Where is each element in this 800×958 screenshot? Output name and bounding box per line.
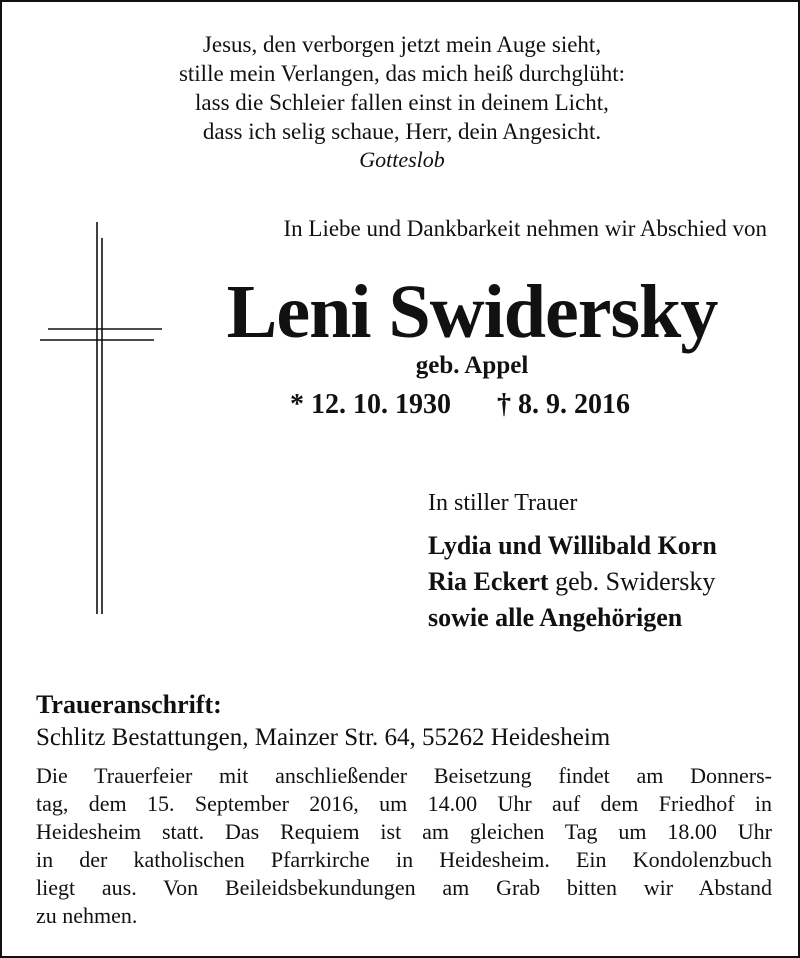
mourner-line <box>428 528 717 564</box>
maiden-name: geb. Appel <box>415 352 529 379</box>
verse-line: lass die Schleier fallen einst in deinem Licht, <box>195 90 609 115</box>
verse-line: dass ich selig schaue, Herr, dein Angesicht. <box>202 119 602 144</box>
details-line: Die Trauerfeier mit anschließender Beisetzung findet am Donners- <box>36 763 772 788</box>
mourners-block <box>428 488 717 636</box>
verse-source: Gotteslob <box>359 147 445 172</box>
mourner-relatives: sowie alle Angehörigen <box>428 603 683 632</box>
address-heading: Traueranschrift: <box>36 690 222 719</box>
farewell-intro: In Liebe und Dankbarkeit nehmen wir Abschied von <box>283 216 767 241</box>
deceased-name: Leni Swidersky <box>226 270 718 354</box>
details-line: Heidesheim statt. Das Requiem ist am gleichen Tag um 18.00 Uhr <box>36 819 772 844</box>
verse-line: stille mein Verlangen, das mich heiß durchglüht: <box>178 61 626 86</box>
mourner-line <box>428 600 717 636</box>
verse-line: Jesus, den verborgen jetzt mein Auge sieht, <box>202 32 602 57</box>
birth-date: * 12. 10. 1930 <box>290 389 451 420</box>
service-details <box>36 762 772 930</box>
details-line: liegt aus. Von Beileidsbekundungen am Grab bitten wir Abstand <box>36 875 772 900</box>
mourner-maiden: geb. Swidersky <box>555 567 716 596</box>
details-line: zu nehmen. <box>36 903 138 928</box>
address-text: Schlitz Bestattungen, Mainzer Str. 64, 55262 Heidesheim <box>36 724 611 751</box>
mourner-name: Ria Eckert <box>428 567 549 596</box>
mourner-line <box>428 564 717 600</box>
death-date: † 8. 9. 2016 <box>497 389 630 420</box>
details-line: tag, dem 15. September 2016, um 14.00 Uhr auf dem Friedhof in <box>36 791 772 816</box>
mourner-name: Lydia und Willibald Korn <box>428 531 717 560</box>
life-dates <box>290 388 630 422</box>
verse-block <box>2 30 800 174</box>
mourning-address <box>36 688 610 754</box>
details-line: in der katholischen Pfarrkirche in Heidesheim. Ein Kondolenzbuch <box>36 847 772 872</box>
mourning-lead: In stiller Trauer <box>428 490 578 516</box>
